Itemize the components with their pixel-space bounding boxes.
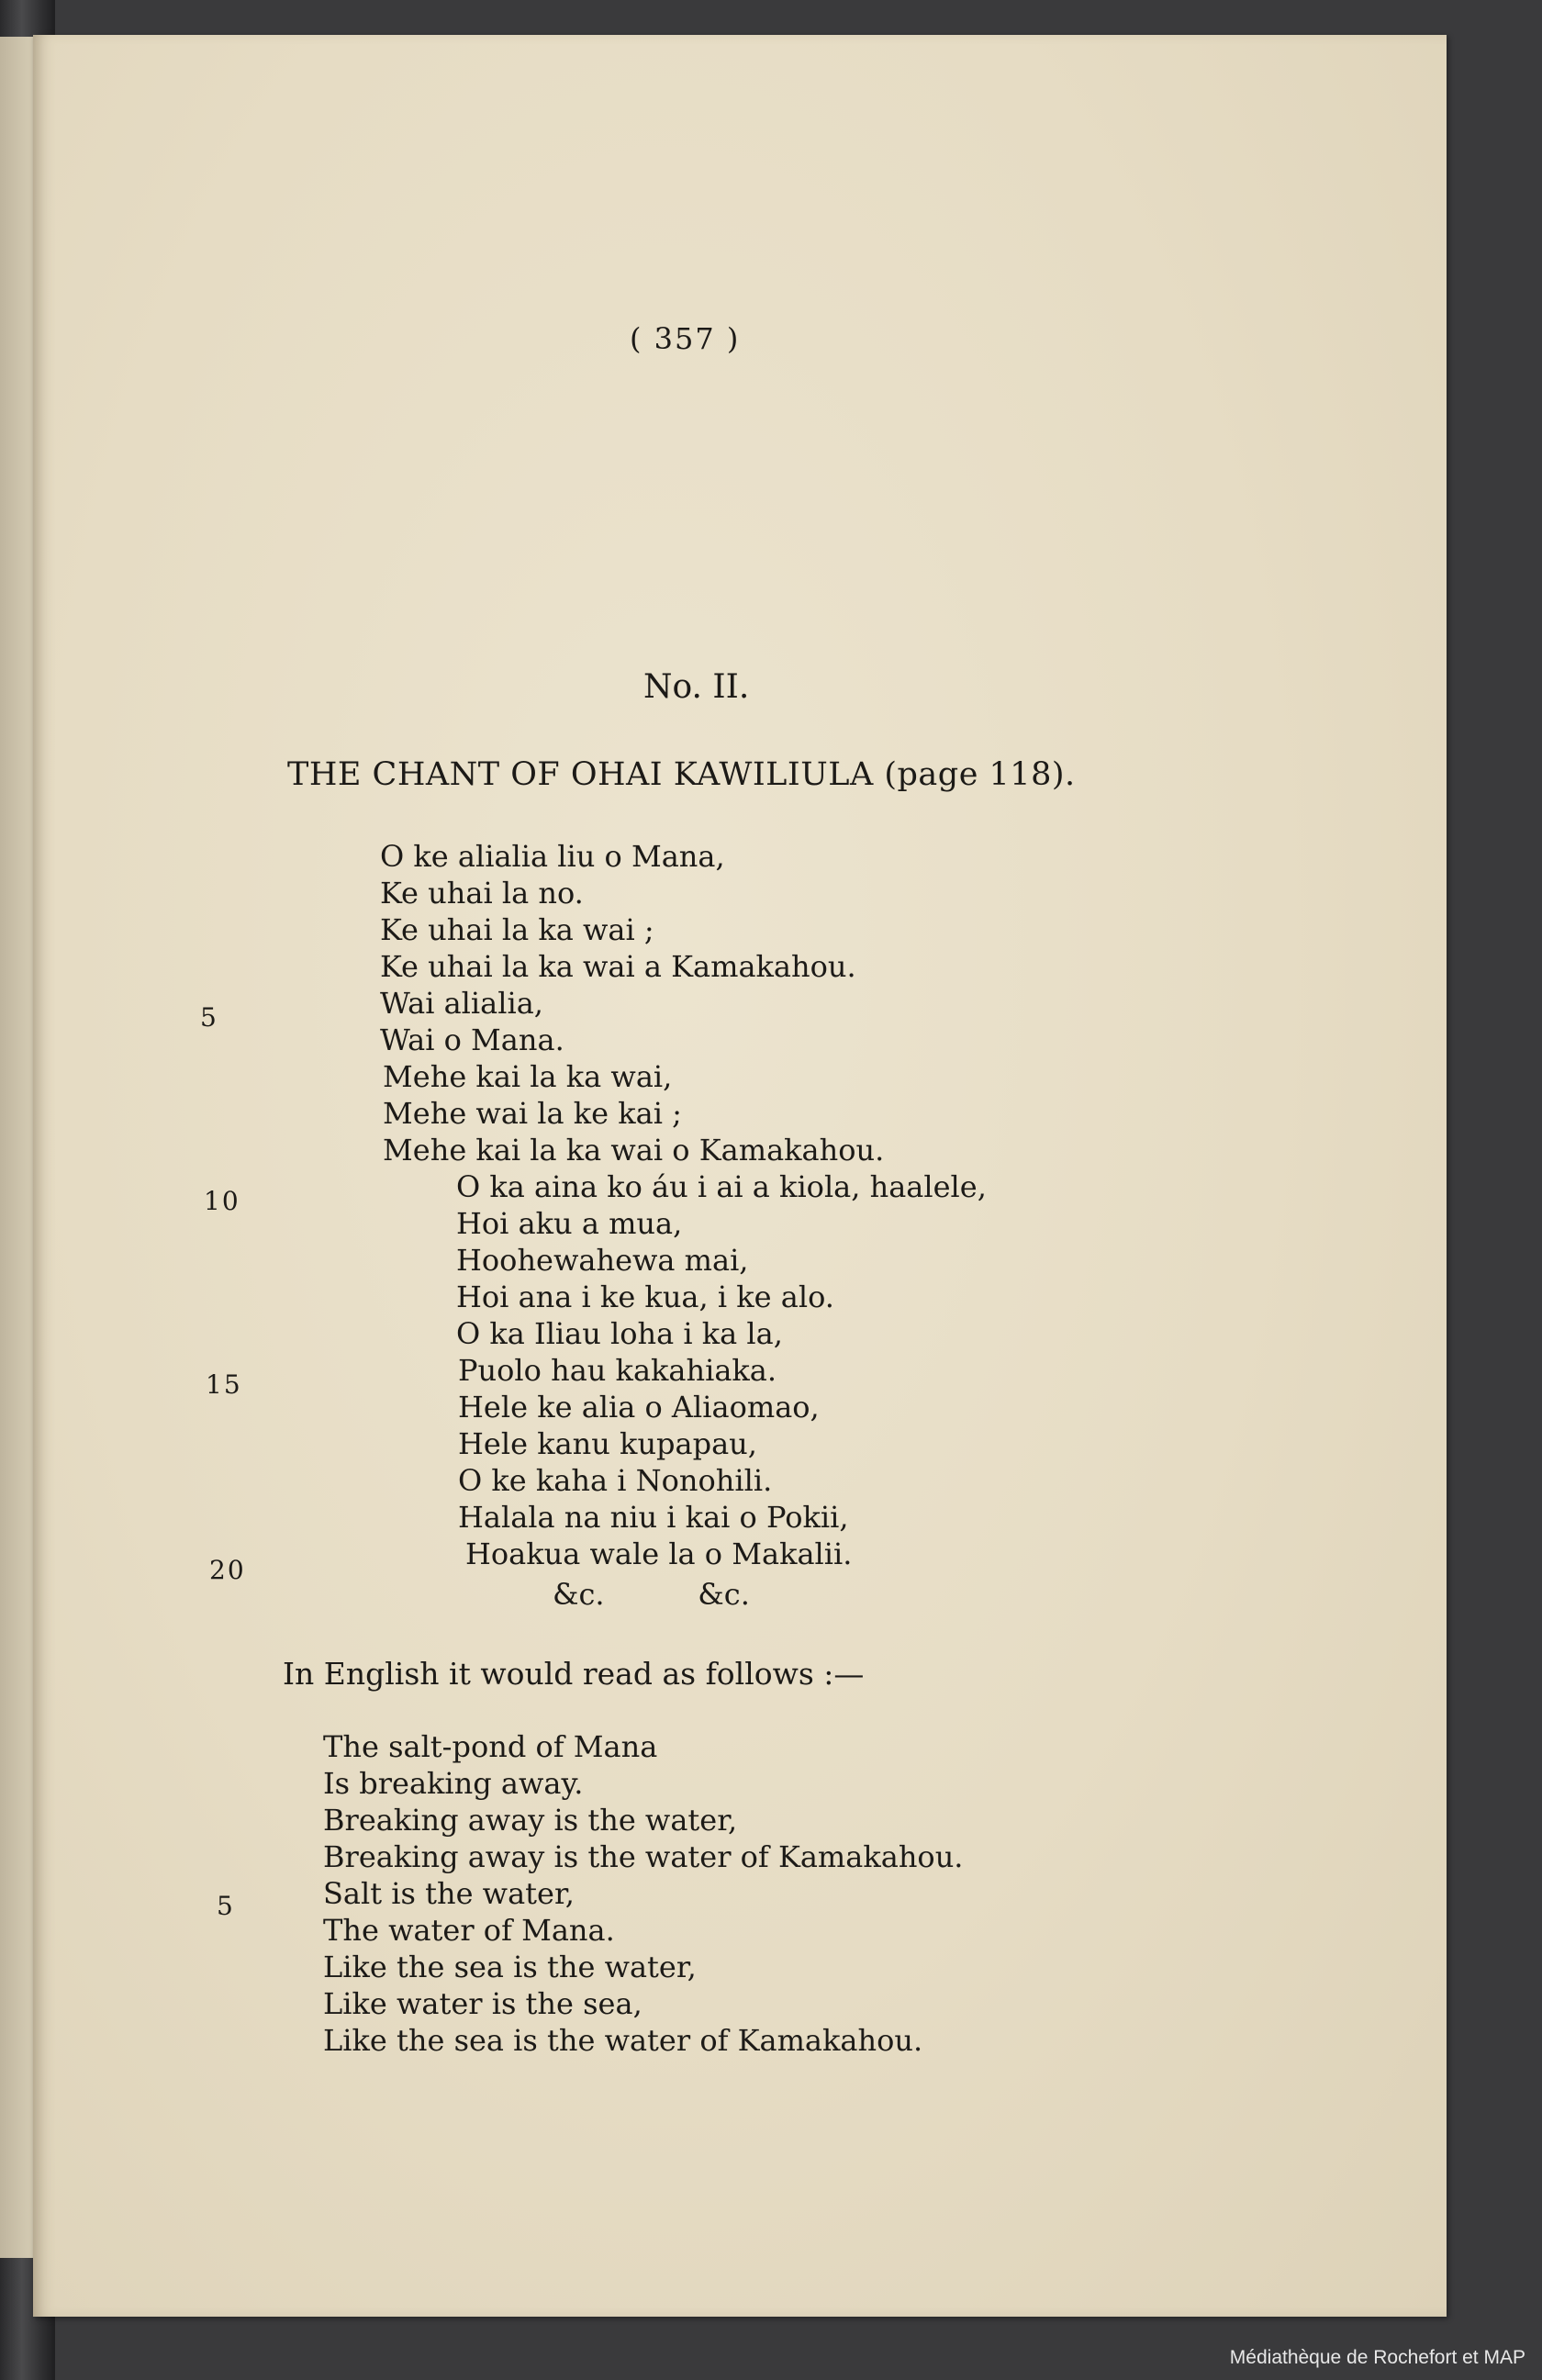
chant-line: Halala na niu i kai o Pokii,	[458, 1500, 849, 1535]
page-folio: ( 357 )	[630, 321, 741, 356]
translation-line: Like water is the sea,	[323, 1986, 642, 2021]
chant-line: Hoohewahewa mai,	[456, 1243, 749, 1278]
translation-line: The salt-pond of Mana	[323, 1729, 658, 1764]
image-credit: Médiathèque de Rochefort et MAP	[1229, 2347, 1525, 2368]
line-number: 20	[209, 1555, 246, 1585]
chant-line: Hele kanu kupapau,	[458, 1426, 757, 1461]
translation-line: Like the sea is the water,	[323, 1950, 697, 1984]
chant-line: Hoi aku a mua,	[456, 1206, 683, 1241]
translation-line: Like the sea is the water of Kamakahou.	[323, 2023, 923, 2058]
chant-line: Mehe kai la ka wai o Kamakahou.	[383, 1133, 885, 1168]
chant-line: Hoi ana i ke kua, i ke alo.	[456, 1279, 834, 1314]
section-number: No. II.	[643, 668, 750, 706]
translation-line: Breaking away is the water of Kamakahou.	[323, 1839, 964, 1874]
translation-line: Salt is the water,	[323, 1876, 575, 1911]
chant-line: O ke kaha i Nonohili.	[458, 1463, 773, 1498]
chant-line: Puolo hau kakahiaka.	[458, 1353, 777, 1388]
translation-line: Breaking away is the water,	[323, 1803, 738, 1838]
chant-line: Hele ke alia o Aliaomao,	[458, 1390, 820, 1425]
chant-line: O ka aina ko áu i ai a kiola, haalele,	[456, 1169, 987, 1204]
chant-line: Mehe kai la ka wai,	[383, 1059, 673, 1094]
line-number: 5	[217, 1891, 235, 1921]
translation-line: Is breaking away.	[323, 1766, 584, 1801]
chant-line: Ke uhai la ka wai ;	[380, 912, 654, 947]
line-number: 10	[204, 1186, 240, 1216]
chant-line: O ke alialia liu o Mana,	[380, 839, 725, 874]
chant-line: Mehe wai la ke kai ;	[383, 1096, 682, 1131]
chant-line: Ke uhai la no.	[380, 876, 584, 911]
translation-line: The water of Mana.	[323, 1913, 615, 1948]
chant-line: O ka Iliau loha i ka la,	[456, 1316, 783, 1351]
translation-intro: In English it would read as follows :—	[283, 1656, 865, 1692]
chant-title: THE CHANT OF OHAI KAWILIULA (page 118).	[287, 756, 1076, 793]
book-page	[33, 35, 1447, 2317]
chant-etcetera: &c. &c.	[553, 1577, 750, 1612]
chant-line: Wai o Mana.	[380, 1022, 564, 1057]
chant-line: Ke uhai la ka wai a Kamakahou.	[380, 949, 856, 984]
chant-line: Hoakua wale la o Makalii.	[465, 1536, 853, 1571]
line-number: 5	[200, 1002, 218, 1033]
line-number: 15	[206, 1369, 242, 1400]
chant-line: Wai alialia,	[380, 986, 543, 1021]
